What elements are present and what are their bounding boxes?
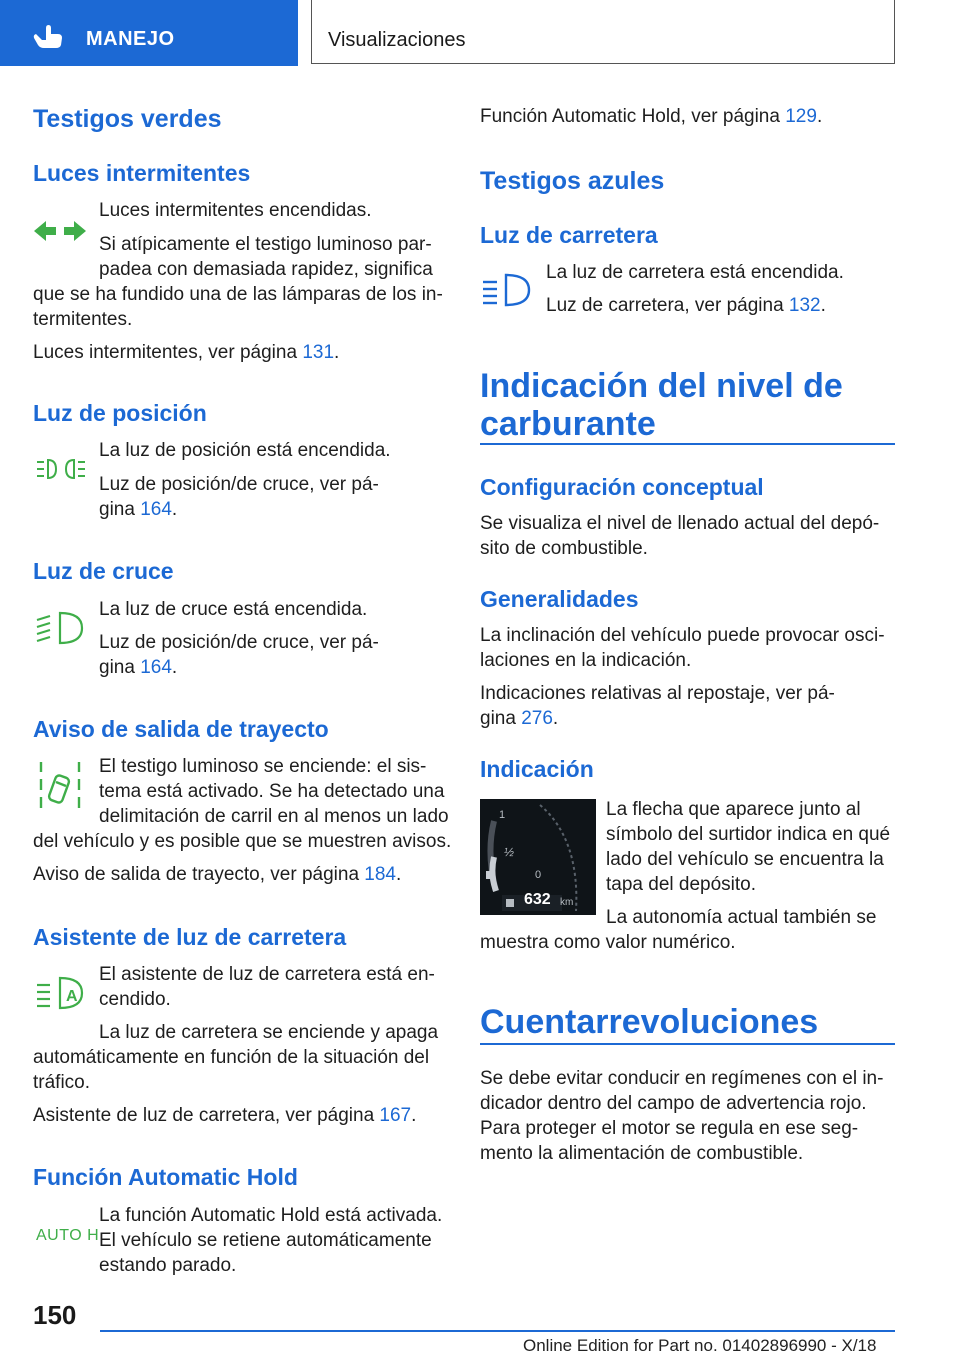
heading-config: Configuración conceptual (480, 474, 764, 500)
page-link[interactable]: 132 (788, 295, 821, 316)
period: . (552, 708, 559, 729)
text-line: Para proteger el motor se regula en ese seg- (480, 1118, 859, 1139)
page-link[interactable]: 184 (364, 864, 396, 885)
text-line: La luz de posición está encendida. (99, 440, 391, 461)
heading-generalidades: Generalidades (480, 586, 639, 612)
period: . (820, 295, 826, 316)
heading-cruce: Luz de cruce (33, 558, 174, 584)
fuel-gauge-image (480, 799, 596, 915)
reference-text: Luz de carretera, ver página (546, 295, 789, 316)
page-link[interactable]: 164 (140, 657, 172, 678)
heading-indicacion: Indicación (480, 756, 594, 782)
text-line: padea con demasiada rapidez, significa (99, 259, 433, 280)
period: . (411, 1105, 417, 1126)
text-line: cendido. (99, 989, 171, 1010)
reference-line (99, 497, 177, 522)
text-line: Luz de posición/de cruce, ver pá- (99, 474, 379, 495)
period: . (171, 499, 178, 520)
period: . (816, 106, 823, 127)
text-line: El vehículo se retiene automáticamente (99, 1230, 432, 1251)
text-line: que se ha fundido una de las lámparas de los in- (33, 284, 443, 305)
text-line: La autonomía actual también se (606, 907, 877, 928)
heading-intermitentes: Luces intermitentes (33, 160, 251, 186)
chapter-title-rev: Cuentarrevoluciones (480, 1003, 819, 1041)
text-line: laciones en la indicación. (480, 650, 692, 671)
reference-text: gina (99, 657, 141, 678)
reference-text: Función Automatic Hold, ver página (480, 106, 786, 127)
text-line: lado del vehículo se encuentra la (606, 849, 884, 870)
edition-footer: Online Edition for Part no. 01402896990 - X/18 (523, 1336, 877, 1355)
reference-line (99, 655, 177, 680)
text-line: La luz de carretera está encendida. (546, 262, 844, 283)
text-line: tema está activado. Se ha detectado una (99, 781, 445, 802)
reference-line (33, 1103, 416, 1128)
high-beam-icon (482, 270, 532, 310)
auto-hold-icon: AUTO H (36, 1227, 100, 1244)
gauge-empty-mark: 0 (535, 869, 542, 881)
low-beam-icon (36, 608, 86, 648)
reference-line (480, 104, 822, 129)
heading-carretera: Luz de carretera (480, 222, 658, 248)
text-line: tráfico. (33, 1072, 91, 1093)
chapter-title-nivel: Indicación del nivel de (480, 367, 843, 405)
text-line: Si atípicamente el testigo luminoso par- (99, 234, 432, 255)
text-line: La flecha que aparece junto al (606, 799, 861, 820)
heading-posicion: Luz de posición (33, 400, 207, 426)
text-line: dicador dentro del campo de advertencia rojo. (480, 1093, 867, 1114)
text-line: tapa del depósito. (606, 874, 757, 895)
text-line: Se debe evitar conducir en regímenes con el in- (480, 1068, 884, 1089)
chapter-title-nivel-2: carburante (480, 405, 656, 443)
position-light-icon (36, 457, 86, 481)
text-line: La inclinación del vehículo puede provocar osci- (480, 625, 885, 646)
reference-text: Aviso de salida de trayecto, ver página (33, 864, 365, 885)
lane-departure-icon (38, 760, 82, 810)
reference-line (33, 340, 339, 365)
page-link[interactable]: 129 (785, 106, 817, 127)
text-line: sito de combustible. (480, 538, 648, 559)
title-rule (480, 1043, 895, 1045)
text-line: Indicaciones relativas al repostaje, ver pá- (480, 683, 835, 704)
reference-line (480, 706, 558, 731)
text-line: La función Automatic Hold está activada. (99, 1205, 443, 1226)
heading-hold: Función Automatic Hold (33, 1164, 298, 1190)
period: . (171, 657, 178, 678)
page-link[interactable]: 131 (302, 342, 335, 363)
gauge-half-mark: ½ (504, 845, 515, 859)
reference-text: gina (99, 499, 141, 520)
text-line: La luz de cruce está encendida. (99, 599, 368, 620)
gauge-full-mark: 1 (499, 809, 506, 821)
text-line: El testigo luminoso se enciende: el sis- (99, 756, 427, 777)
text-line: Luces intermitentes encendidas. (99, 200, 372, 221)
text-line: automáticamente en función de la situación del (33, 1047, 430, 1068)
reference-line (33, 862, 401, 887)
text-line: muestra como valor numérico. (480, 932, 736, 953)
chapter-tab[interactable] (0, 0, 298, 66)
footer-rule (100, 1330, 895, 1332)
chapter-label: MANEJO (86, 28, 175, 50)
text-line: termitentes. (33, 309, 133, 330)
turn-signal-icon (34, 220, 86, 242)
range-value: 632 (524, 891, 551, 908)
text-line: Se visualiza el nivel de llenado actual del depó- (480, 513, 880, 534)
period: . (334, 342, 340, 363)
text-line: El asistente de luz de carretera está en- (99, 964, 435, 985)
text-line: del vehículo y es posible que se muestren avisos. (33, 831, 452, 852)
reference-line (546, 293, 826, 318)
section-title-green: Testigos verdes (33, 105, 222, 133)
steering-hand-icon (32, 20, 66, 50)
text-line: estando parado. (99, 1255, 237, 1276)
section-label: Visualizaciones (328, 29, 466, 51)
range-unit: km (560, 897, 574, 908)
reference-text: Asistente de luz de carretera, ver página (33, 1105, 380, 1126)
text-line: Luz de posición/de cruce, ver pá- (99, 632, 379, 653)
heading-salida: Aviso de salida de trayecto (33, 716, 329, 742)
reference-text: gina (480, 708, 522, 729)
title-rule (480, 443, 895, 445)
section-box (311, 0, 895, 64)
high-beam-assistant-icon (36, 973, 86, 1013)
text-line: La luz de carretera se enciende y apaga (99, 1022, 439, 1043)
text-line: delimitación de carril en al menos un lado (99, 806, 449, 827)
heading-asistente: Asistente de luz de carretera (33, 924, 347, 950)
text-line: símbolo del surtidor indica en qué (606, 824, 891, 845)
page-header (0, 0, 960, 66)
svg-text:A: A (66, 988, 78, 1005)
section-title-blue: Testigos azules (480, 167, 665, 195)
text-line: mento la alimentación de combustible. (480, 1143, 804, 1164)
page-link[interactable]: 167 (379, 1105, 412, 1126)
page-number: 150 (33, 1300, 77, 1330)
page-link[interactable]: 164 (140, 499, 172, 520)
reference-text: Luces intermitentes, ver página (33, 342, 303, 363)
period: . (396, 864, 402, 885)
page-link[interactable]: 276 (521, 708, 553, 729)
